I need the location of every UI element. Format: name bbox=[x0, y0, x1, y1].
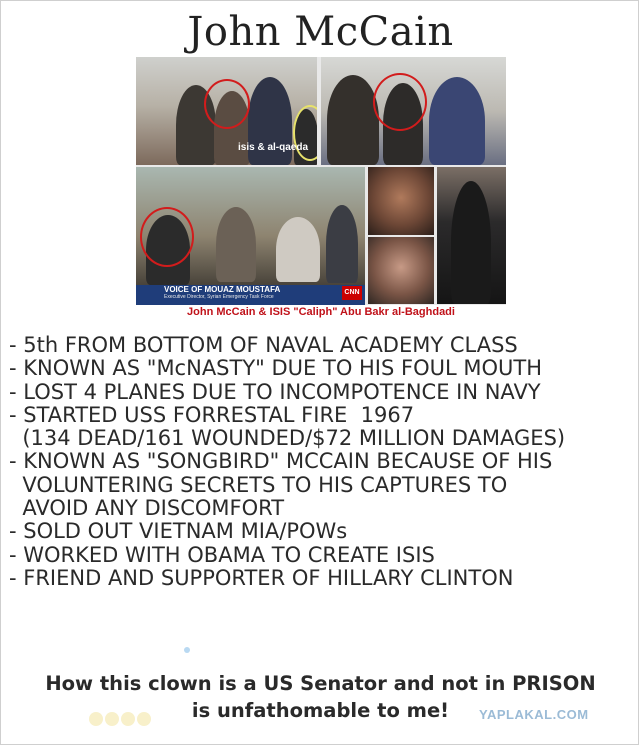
photo-portrait-2 bbox=[368, 237, 434, 304]
photo-tag: isis & al-qaeda bbox=[238, 142, 309, 153]
list-item: VOLUNTERING SECRETS TO HIS CAPTURES TO bbox=[9, 472, 508, 497]
list-item: - KNOWN AS "McNASTY" DUE TO HIS FOUL MOUTH bbox=[9, 356, 542, 381]
decorative-dot bbox=[184, 647, 190, 653]
claims-list bbox=[9, 334, 639, 590]
photo-cnn-interview bbox=[136, 167, 365, 292]
photo-group-meeting bbox=[136, 57, 317, 165]
cnn-headline: VOICE OF MOUAZ MOUSTAFA bbox=[164, 285, 281, 294]
cnn-subhead: Executive Director, Syrian Emergency Task Force bbox=[164, 294, 274, 300]
person-figure bbox=[451, 181, 491, 304]
photo-group-closeup bbox=[321, 57, 506, 165]
list-item: AVOID ANY DISCOMFORT bbox=[9, 496, 285, 521]
list-item: - WORKED WITH OBAMA TO CREATE ISIS bbox=[9, 542, 435, 567]
list-item: - KNOWN AS "SONGBIRD" MCCAIN BECAUSE OF HIS bbox=[9, 449, 553, 474]
person-figure bbox=[429, 77, 485, 165]
highlight-circle bbox=[373, 73, 427, 131]
page-title: John McCain bbox=[187, 9, 454, 55]
list-item: - STARTED USS FORRESTAL FIRE 1967 bbox=[9, 402, 415, 427]
list-item: (134 DEAD/161 WOUNDED/$72 MILLION DAMAGES) bbox=[9, 426, 566, 451]
closing-statement-line-1: How this clown is a US Senator and not in PRISON bbox=[45, 672, 596, 695]
highlight-circle bbox=[204, 79, 250, 129]
list-item: - FRIEND AND SUPPORTER OF HILLARY CLINTON bbox=[9, 565, 514, 590]
person-figure bbox=[326, 205, 358, 283]
cnn-logo: CNN bbox=[342, 286, 362, 300]
highlight-circle bbox=[140, 207, 194, 267]
person-figure bbox=[216, 207, 256, 282]
photo-collage bbox=[136, 57, 506, 305]
list-item: - LOST 4 PLANES DUE TO INCOMPOTENCE IN NAVY bbox=[9, 379, 541, 404]
person-figure bbox=[327, 75, 379, 165]
collage-caption: John McCain & ISIS "Caliph" Abu Bakr al-Baghdadi bbox=[187, 306, 455, 318]
list-item: - 5th FROM BOTTOM OF NAVAL ACADEMY CLASS bbox=[9, 333, 518, 357]
watermark: YAPLAKAL.COM bbox=[479, 707, 589, 722]
person-figure bbox=[276, 217, 320, 282]
closing-statement-line-2: is unfathomable to me! bbox=[191, 699, 450, 722]
photo-portrait-1 bbox=[368, 167, 434, 235]
list-item: - SOLD OUT VIETNAM MIA/POWs bbox=[9, 519, 348, 544]
photo-portrait-robed bbox=[437, 167, 506, 304]
